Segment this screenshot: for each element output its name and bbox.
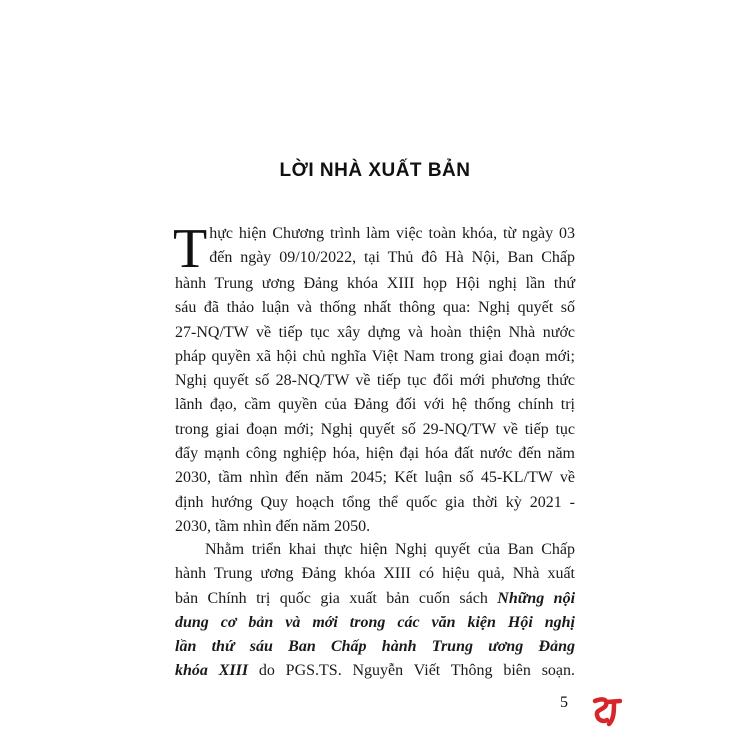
drop-cap: T bbox=[173, 218, 208, 280]
paragraph-2 bbox=[175, 538, 575, 684]
text-line: hành Trung ương Đảng khóa XIII họp Hội nghị lần thứ bbox=[175, 275, 575, 292]
text-line: 2030, tầm nhìn đến năm 2045; Kết luận số 45-KL/TW về bbox=[175, 469, 575, 487]
text-line: 2030, tầm nhìn đến năm 2050. bbox=[175, 517, 371, 535]
text-line bbox=[175, 587, 575, 611]
text-segment: do PGS.TS. Nguyễn Viết Thông biên soạn. bbox=[258, 662, 576, 680]
text-line: 27-NQ/TW về tiếp tục xây dựng và hoàn thiện Nhà nước bbox=[175, 323, 575, 341]
text-segment: bản Chính trị quốc gia xuất bản cuốn sách bbox=[175, 589, 488, 607]
text-line: đến ngày 09/10/2022, tại Thủ đô Hà Nội, Ban Chấp bbox=[209, 249, 575, 267]
book-title-line: lần thứ sáu Ban Chấp hành Trung ương Đảng bbox=[175, 638, 575, 656]
text-line: Nghị quyết số 28-NQ/TW về tiếp tục đổi mới phương thức bbox=[175, 372, 575, 390]
book-title-segment: Những nội bbox=[497, 589, 576, 607]
book-title-line: dung cơ bản và mới trong các văn kiện Hội nghị bbox=[175, 613, 575, 631]
text-line: Nhằm triển khai thực hiện Nghị quyết của Ban Chấp bbox=[205, 541, 575, 558]
page-number: 5 bbox=[560, 694, 568, 711]
page-title: LỜI NHÀ XUẤT BẢN bbox=[279, 160, 471, 181]
text-line: pháp quyền xã hội chủ nghĩa Việt Nam trong giai đoạn mới; bbox=[175, 347, 575, 365]
book-title-segment: khóa XIII bbox=[175, 662, 249, 680]
publisher-logo-icon bbox=[592, 697, 622, 727]
text-line: sáu đã thảo luận và thống nhất thông qua: Nghị quyết số bbox=[175, 299, 575, 317]
text-line: trong giai đoạn mới; Nghị quyết số 29-NQ/TW về tiếp tục bbox=[175, 420, 575, 438]
text-line: lãnh đạo, cầm quyền của Đảng đối với hệ thống chính trị bbox=[175, 396, 575, 414]
paragraph-1 bbox=[173, 218, 575, 539]
text-line bbox=[175, 659, 575, 683]
text-line: đẩy mạnh công nghiệp hóa, hiện đại hóa đất nước đến năm bbox=[175, 445, 575, 463]
text-line: hực hiện Chương trình làm việc toàn khóa, từ ngày 03 bbox=[209, 225, 575, 242]
text-line: định hướng Quy hoạch tổng thể quốc gia thời kỳ 2021 - bbox=[175, 493, 575, 511]
text-line: hành Trung ương Đảng khóa XIII có hiệu quả, Nhà xuất bbox=[175, 565, 575, 583]
